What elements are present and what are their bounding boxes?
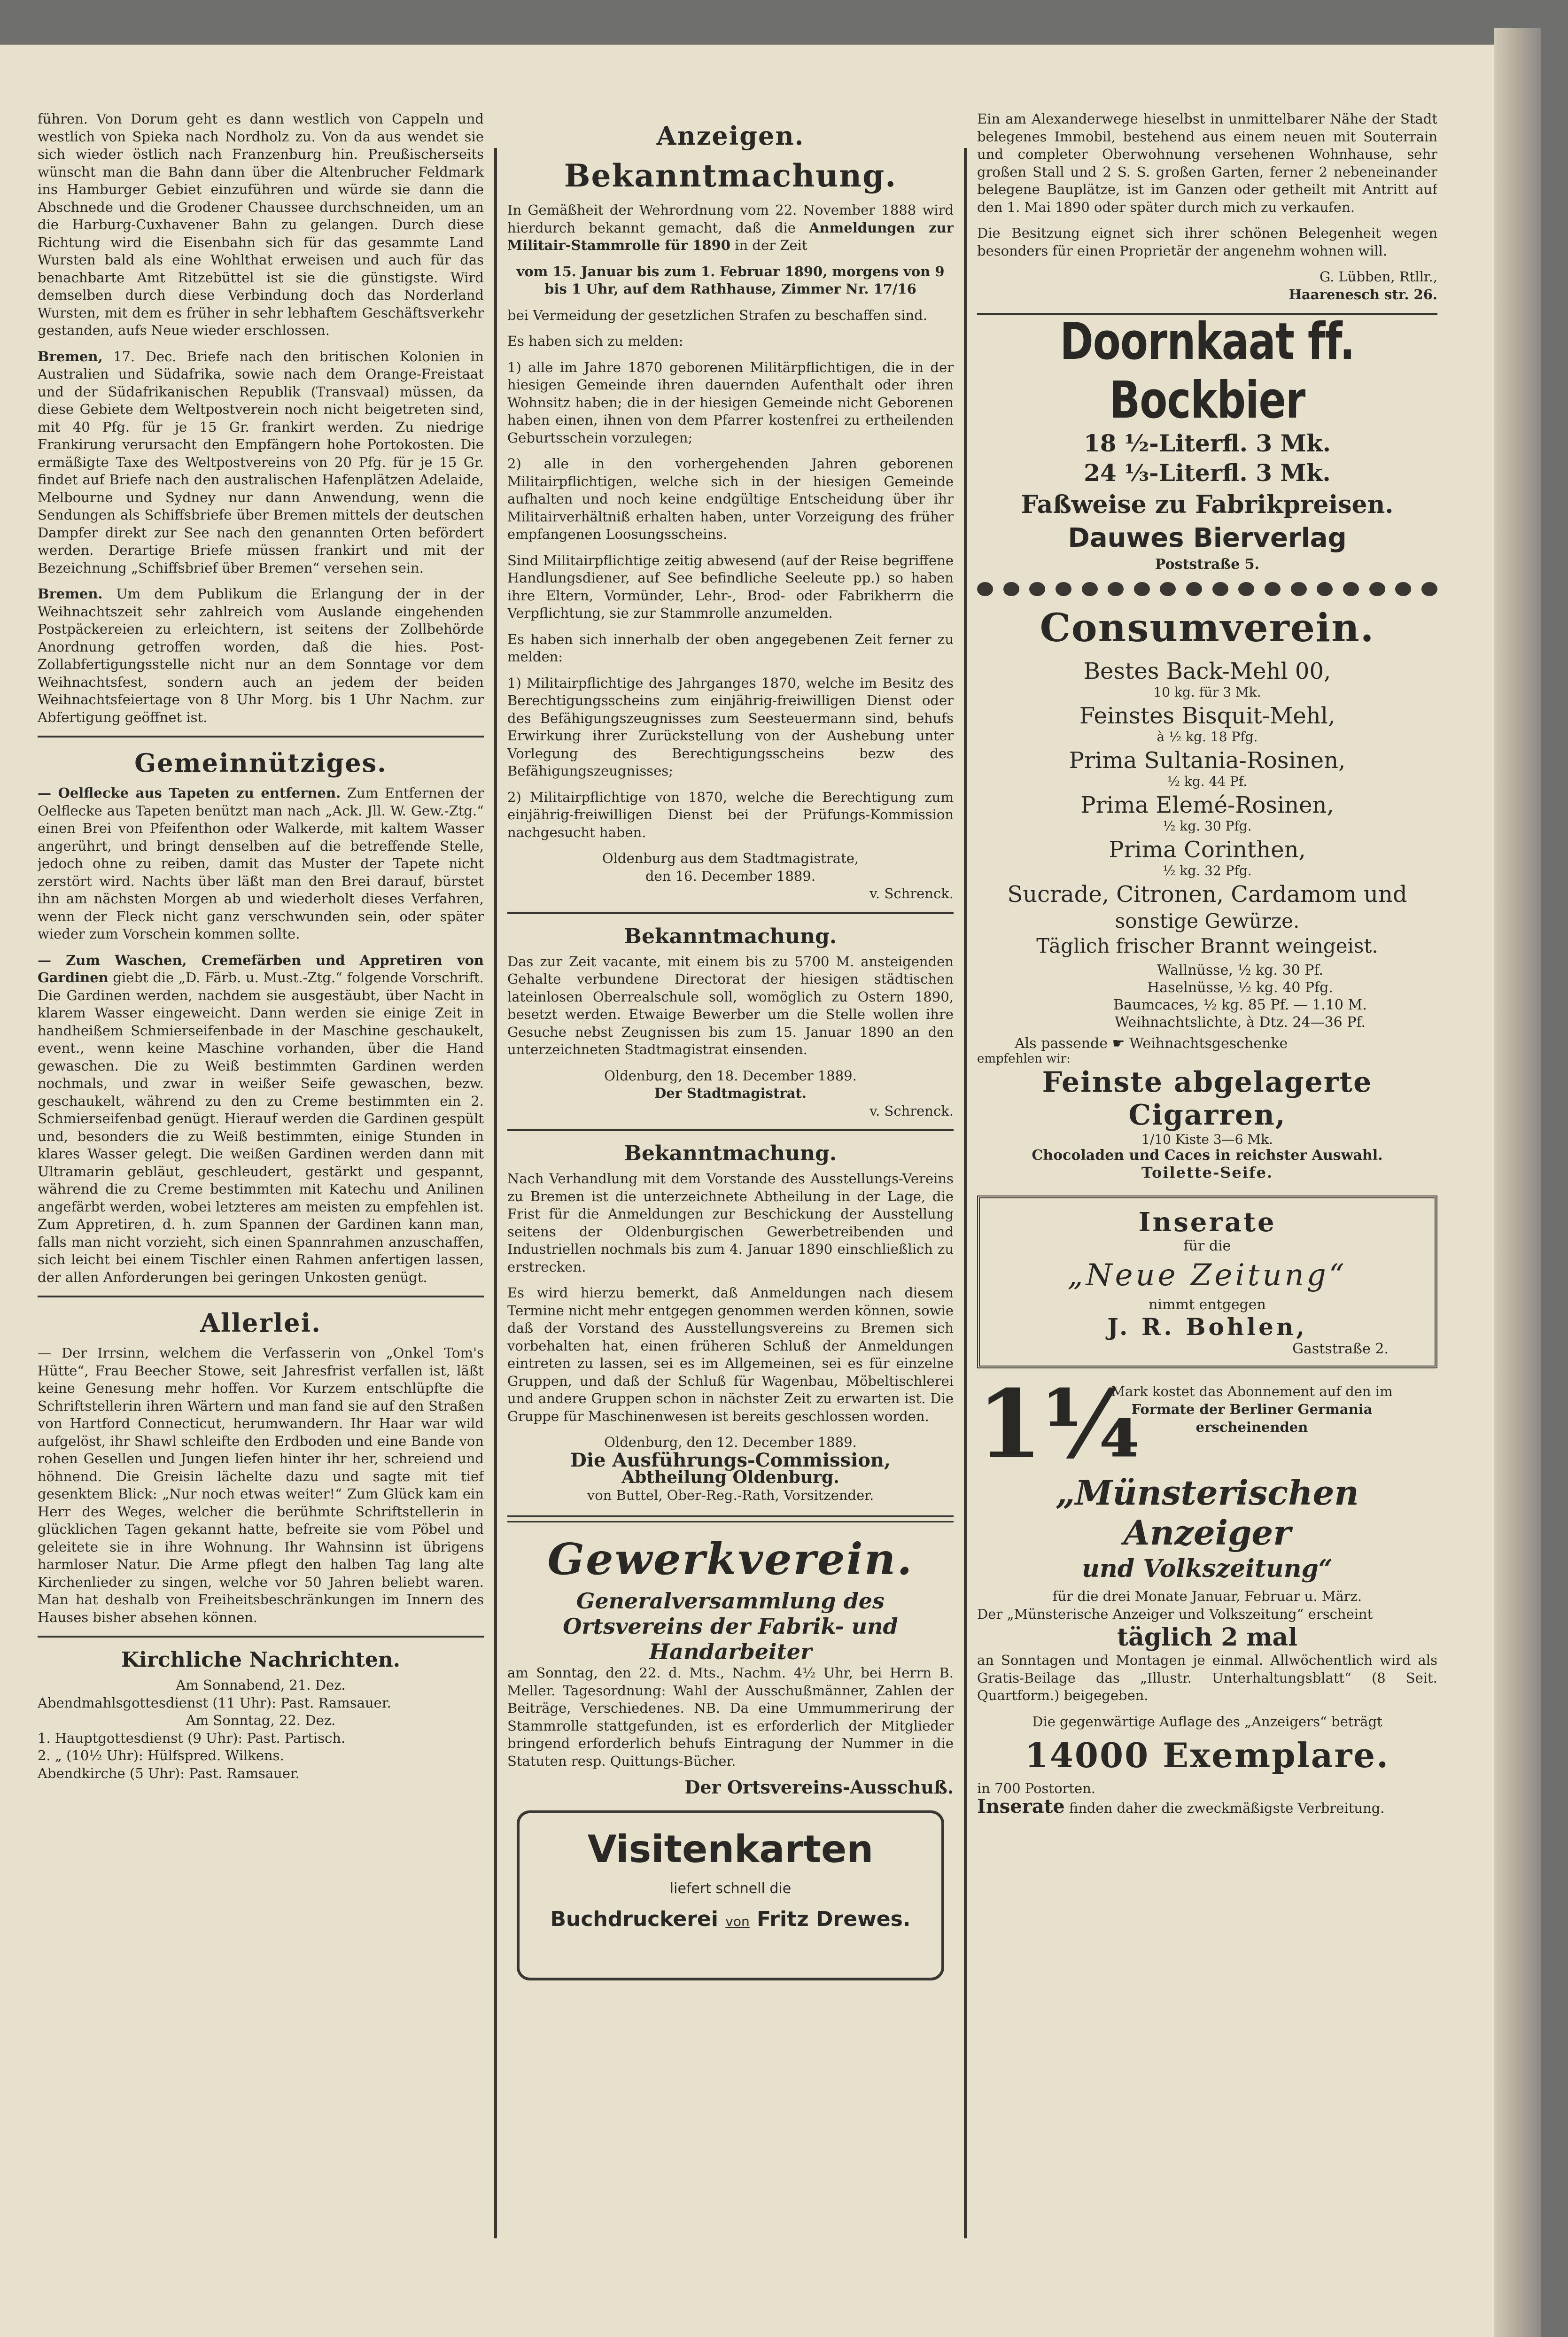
notice-signature: Oldenburg, den 12. December 1889. — [604, 1434, 857, 1450]
ad-price-large: 1¼ — [977, 1369, 1141, 1480]
section-heading-gemeinnuetziges: Gemeinnütziges. — [134, 748, 387, 778]
ad-text: Formate der Berliner Germania — [1131, 1401, 1373, 1417]
ad-inserate-neue-zeitung — [977, 1196, 1437, 1368]
page-edge — [1494, 28, 1541, 2337]
notice-text: Das zur Zeit vacante, mit einem bis zu 5700 M. ansteigenden Gehalte verbundene Directorat der hiesigen städtischen lateinlosen Oberrealschule soll, womöglich zu Ostern 1890, besetzt werden. Etwaige Bewerber um die Stelle wollen ihre Gesuche nebst Zeugnissen bis zum 15. Januar 1890 an den unterzeichneten Stadtmagistrat einsenden. — [507, 953, 954, 1057]
price-line: Weihnachtslichte, à Dtz. 24—36 Pf. — [1114, 1014, 1366, 1031]
ad-lead: Inserate — [977, 1795, 1065, 1817]
ad-slogan: Faßweise zu Fabrikpreisen. — [1021, 490, 1394, 519]
ornament-dot — [1082, 582, 1098, 596]
product-name: Prima Elemé-Rosinen, — [1080, 792, 1334, 818]
notice-signature — [507, 1085, 954, 1103]
ad-cigarren: Feinste abgelagerte Cigarren, — [1042, 1066, 1373, 1132]
church-schedule — [38, 1677, 484, 1782]
article-oelflecke — [38, 784, 484, 943]
ad-von: von — [725, 1913, 750, 1929]
notice-emphasis: Der Stadtmagistrat. — [654, 1085, 807, 1101]
divider — [38, 1636, 484, 1638]
schedule-line: Am Sonntag, 22. Dez. — [186, 1712, 336, 1728]
ad-vendor: J. R. Bohlen, — [1107, 1313, 1307, 1341]
ornament-dot — [1186, 582, 1202, 596]
ad-visitenkarten — [517, 1810, 944, 1980]
notice-signature: von Buttel, Ober-Reg.-Rath, Vorsitzender. — [587, 1487, 874, 1503]
notice-text-part: In Gemäßheit der Wehrordnung vom 22. November 1888 wird hierdurch bekannt gemacht, daß die — [507, 202, 954, 236]
divider — [507, 1515, 954, 1522]
notice-text: Es haben sich zu melden: — [507, 333, 683, 349]
schedule-line: Abendmahlsgottesdienst (11 Uhr): Past. Ramsauer. — [38, 1694, 391, 1711]
ornament-dot — [1395, 582, 1411, 596]
notice-text: Sind Militairpflichtige zeitig abwesend (auf der Reise begriffene Handlungsdiener, auf See befindliche Seeleute pp.) so haben ihre Eltern, Vormünder, Lehr-, Brod- oder Fabrikherrn die Verpflichtung, sie zur Stammrolle anzumelden. — [507, 552, 954, 621]
ad-immobil-text: Ein am Alexanderwege hieselbst in unmittelbarer Nähe der Stadt belegenes Immobil, bestehend aus einem neuen mit Souterrain und completer Oberwohnung versehenen Wohnhause, sehr großen Stall und 2 S. S. großen Garten, ferner 2 nebeneinander belegene Bauplätze, ist im Ganzen oder getheilt mit Antritt auf den 1. Mai 1890 oder später durch mich zu verkaufen. — [977, 111, 1437, 215]
ad-text-block — [1066, 1382, 1437, 1436]
ad-text: nimmt entgegen — [1149, 1297, 1266, 1313]
notice-text: bei Vermeidung der gesetzlichen Strafen zu beschaffen sind. — [507, 307, 927, 323]
divider — [38, 1296, 484, 1297]
ad-text: Mark kostet das Abonnement auf den im — [1111, 1383, 1393, 1399]
ad-newspaper-name: „Münsterischen Anzeiger — [1056, 1473, 1359, 1553]
column-rule — [494, 148, 497, 2238]
article-text: Um dem Publikum die Erlangung der in der Weihnachtszeit sehr zahlreich vom Auslande eingehenden Postpäckereien zu erleichtern, ist seitens der Zollbehörde Anordnung getroffen worden, daß die hies. Post-Zollabfertigungsstelle nicht nur an dem Sonntage vor dem Weihnachtsfest, sondern auch an jedem der beiden Weihnachtsfeiertage von 8 Uhr Morg. bis 1 Uhr Nachm. zur Abfertigung geöffnet ist. — [38, 586, 484, 725]
schedule-line: Am Sonnabend, 21. Dez. — [176, 1677, 346, 1693]
dateline: Bremen, — [38, 348, 103, 365]
ad-text: erscheinenden — [1195, 1419, 1308, 1435]
column-left — [38, 110, 484, 2252]
column-right — [977, 110, 1437, 2252]
divider — [38, 736, 484, 738]
ornament-dots — [977, 582, 1437, 596]
ad-title: Visitenkarten — [587, 1827, 874, 1871]
section-heading-anzeigen: Anzeigen. — [656, 121, 805, 151]
ad-text — [977, 1795, 1437, 1817]
column-rule — [964, 148, 967, 2238]
ornament-dot — [1421, 582, 1437, 596]
ad-immobil-text: Die Besitzung eignet sich ihrer schönen Belegenheit wegen besonders für einen Proprietär der angenehm wohnen will. — [977, 225, 1437, 259]
notice-text: Es haben sich innerhalb der oben angegebenen Zeit ferner zu melden: — [507, 631, 954, 665]
price-line: Baumcaces, ½ kg. 85 Pf. — 1.10 M. — [1113, 997, 1367, 1013]
dateline: Bremen. — [38, 586, 103, 602]
ornament-dot — [1369, 582, 1385, 596]
product-name: Sucrade, Citronen, Cardamom und — [1007, 881, 1407, 908]
ad-muensterischer-anzeiger — [977, 1369, 1437, 1480]
section-heading-allerlei: Allerlei. — [200, 1308, 321, 1338]
ad-text: Die gegenwärtige Auflage des „Anzeigers“ beträgt — [1032, 1713, 1382, 1730]
product-price: 10 kg. für 3 Mk. — [1153, 684, 1261, 700]
ornament-dot — [1265, 582, 1281, 596]
product-name: Bestes Back-Mehl 00, — [1083, 658, 1331, 684]
divider — [507, 1129, 954, 1131]
notice-heading: Bekanntmachung. — [624, 924, 837, 948]
notice-text: 1) Militairpflichtige des Jahrganges 1870, welche im Besitz des Berechtigungsscheins zum einjährig-freiwilligen Dienst oder des Befähigungszeugnisses zum Seesteuermann sind, behufs Erwirkung ihrer Zurückstellung von der Aushebung unter Vorlegung des Berechtigungsscheins bezw des Befähigungszeugnisses; — [507, 675, 954, 779]
ornament-dot — [1343, 582, 1359, 596]
notice-text: 2) Militairpflichtige von 1870, welche die Berechtigung zum einjährig-freiwilligen Dienst bei der Prüfungs-Kommission nachgesucht haben. — [507, 789, 954, 840]
product-price: à ½ kg. 18 Pfg. — [1157, 729, 1258, 745]
article-bremen-customs — [38, 585, 484, 726]
product-name: Täglich frischer Brannt weingeist. — [1036, 934, 1378, 957]
notice-emphasis: vom 15. Januar bis zum 1. Februar 1890, morgens von 9 bis 1 Uhr, auf dem Rathhause, Zimmer Nr. 17/16 — [516, 263, 945, 297]
ad-title: Inserate — [1138, 1207, 1276, 1238]
section-heading-kirchliche: Kirchliche Nachrichten. — [121, 1648, 401, 1672]
product-name: Prima Sultania-Rosinen, — [1069, 747, 1346, 774]
ad-owner: Fritz Drewes. — [757, 1907, 911, 1931]
ad-immobil-address: Haarenesch str. 26. — [1289, 286, 1437, 303]
notice-heading: Bekanntmachung. — [624, 1141, 837, 1165]
notice-text: 2) alle in den vorhergehenden Jahren geborenen Militairpflichtigen, welche sich in der hiesigen Gemeinde aufhalten und noch keine endgültige Entscheidung über ihr Militairverhältniß erhalten haben, unter Vorzeigung des früher empfangenen Loosungsscheins. — [507, 456, 954, 542]
ad-text: empfehlen wir: — [977, 1052, 1071, 1066]
ad-text: für die — [1183, 1238, 1231, 1254]
ad-text: Der „Münsterische Anzeiger und Volkszeitung“ erscheint — [977, 1606, 1373, 1622]
product-price: ½ kg. 32 Pfg. — [1163, 863, 1252, 878]
nut-prices — [1043, 962, 1437, 1031]
ad-gewerkverein-signature: Der Ortsvereins-Ausschuß. — [684, 1777, 954, 1798]
ad-text: an Sonntagen und Montagen je einmal. Allwöchentlich wird als Gratis-Beilage das „Illustr. Unterhaltungsblatt“ (8 Seit. Quartform.) beigegeben. — [977, 1652, 1437, 1703]
ornament-dot — [1212, 582, 1228, 596]
notice-signature: v. Schrenck. — [869, 885, 954, 901]
product-name: Feinstes Bisquit-Mehl, — [1079, 703, 1335, 729]
notice-date-place — [507, 263, 954, 298]
notice-signature: Oldenburg, den 18. December 1889. — [604, 1067, 857, 1084]
column-middle — [507, 110, 954, 2252]
ornament-dot — [977, 582, 993, 596]
divider — [507, 912, 954, 914]
article-beecher-stowe: — Der Irrsinn, welchem die Verfasserin von „Onkel Tom's Hütte“, Frau Beecher Stowe, seit Jahresfrist verfallen ist, läßt keine Genesung mehr hoffen. Vor Kurzem entschlüpfte die Schriftstellerin ihren Wärtern und man fand sie auf den Straßen von Hartford Connecticut, herumwandern. Ihr Haar war wild aufgelöst, ihr Shawl schleifte den Erdboden und eine Bande von rohen Gesellen und Jungen liefen hinter ihr her, schreiend und höhnend. Die Greisin lächelte dazu und sagte mit tief gesenktem Blick: „Nur noch etwas weiter!“ Zum Glück kam ein Herr des Weges, welcher die berühmte Schriftstellerin in glücklichen Tagen gekannt hatte, befreite sie vom Pöbel und geleitete sie in ihre Wohnung. Ihr Wahnsinn ist übrigens harmloser Natur. Die Arme pflegt den halben Tag lang alte Kirchenlieder zu singen, welche vor 50 Jahren beliebt waren. Man hat deshalb von Freiheitsbeschränkungen im Innern des Hauses bisher absehen können. — [38, 1345, 484, 1625]
product-name: sonstige Gewürze. — [1115, 909, 1300, 932]
ad-frequency: täglich 2 mal — [1117, 1623, 1297, 1652]
article-lead: — Oelflecke aus Tapeten zu entfernen. — [38, 785, 341, 801]
newspaper-page — [0, 45, 1494, 2337]
notice-text — [507, 202, 954, 255]
price-line: Haselnüsse, ½ kg. 40 Pfg. — [1147, 979, 1333, 996]
ornament-dot — [1056, 582, 1071, 596]
notice-text: 1) alle im Jahre 1870 geborenen Militärpflichtigen, die in der hiesigen Gemeinde ihren dauernden Aufenthalt oder ihren Wohnsitz haben; die in der hiesigen Gemeinde nicht Geborenen haben einen, ihnen von dem Pfarrer kostenfrei zu ertheilenden Geburtsschein vorzulegen; — [507, 359, 954, 446]
product-price: ½ kg. 30 Pfg. — [1163, 818, 1252, 834]
notice-text-part: in der Zeit — [735, 237, 807, 253]
price-line: Wallnüsse, ½ kg. 30 Pf. — [1157, 962, 1324, 978]
ad-address: Gaststraße 2. — [1292, 1341, 1389, 1357]
ad-subtitle: liefert schnell die — [669, 1880, 792, 1897]
ornament-dot — [1160, 582, 1176, 596]
ornament-dot — [1029, 582, 1045, 596]
notice-text: Nach Verhandlung mit dem Vorstande des Ausstellungs-Vereins zu Bremen ist die unterzeichnete Abtheilung in der Lage, die Frist für die Anmeldungen zur Beschickung der Ausstellung seitens der Oldenburgischen Gewerbetreibenden und Industriellen nochmals bis zum 4. Januar 1890 einschließlich zu erstrecken. — [507, 1171, 954, 1275]
notice-signature: Abtheilung Oldenburg. — [621, 1467, 839, 1487]
notice-heading: Bekanntmachung. — [564, 157, 897, 194]
ad-printer — [529, 1907, 932, 1931]
price-line: 24 ⅓-Literfl. 3 Mk. — [1084, 459, 1331, 487]
ornament-dot — [1238, 582, 1254, 596]
notice-emphasis: Anmeldungen zur Militair-Stammrolle für 1890 — [507, 219, 954, 253]
ornament-dot — [1108, 582, 1124, 596]
notice-text: Es wird hierzu bemerkt, daß Anmeldungen nach diesem Termine nicht mehr entgegen genommen werden können, sowie daß der Vorstand des Ausstellungsvereins zu Bremen sich vorbehalten hat, einen früheren Schluß der Anmeldungen eintreten zu lassen, sei es im Allgemeinen, sei es für einzelne Gruppen, und daß der Schluß für Wagenbau, Möbeltischlerei und andere Gruppen schon in nächster Zeit zu erwarten ist. Die Gruppe für Maschinenwesen ist bereits geschlossen worden. — [507, 1285, 954, 1424]
notice-signature: v. Schrenck. — [869, 1103, 954, 1119]
notice-signature: Die Ausführungs-Commission, — [570, 1449, 891, 1471]
price-line: 1/10 Kiste 3—6 Mk. — [1141, 1132, 1273, 1147]
ornament-dot — [1291, 582, 1307, 596]
ad-doornkaat — [977, 312, 1437, 573]
article-lead: — Zum Waschen, Cremefärben und Appretiren von Gardinen — [38, 952, 484, 986]
article-bremen-postal — [38, 348, 484, 577]
article-text: Zum Entfernen der Oelflecke aus Tapeten benützt man nach „Ack. Jll. W. Gew.-Ztg.“ einen Brei von Pfeifenthon oder Walkerde, mit kaltem Wasser angerührt, und bringt denselben auf die betreffende Stelle, jedoch ohne zu reiben, damit das Muster der Tapete nicht zerstört wird. Nachts über läßt man den Brei darauf, bürstet ihn am nächsten Morgen ab und wiederholt dieses Verfahren, wenn der Fleck nicht ganz verschwunden sein, oder später wieder zum Vorschein kommen sollte. — [38, 785, 484, 942]
ad-newspaper-name: „Neue Zeitung“ — [1067, 1258, 1347, 1293]
ad-gewerkverein-title: Gewerkverein. — [547, 1534, 914, 1584]
schedule-line: 1. Hauptgottesdienst (9 Uhr): Past. Partisch. — [38, 1730, 346, 1746]
ad-title: Consumverein. — [1040, 606, 1375, 651]
notice-signature: den 16. December 1889. — [645, 868, 816, 884]
ad-newspaper-name: und Volkszeitung“ — [1082, 1554, 1333, 1583]
ad-text: in 700 Postorten. — [977, 1780, 1096, 1796]
ad-address: Poststraße 5. — [1155, 556, 1260, 573]
ad-printer-name: Buchdruckerei — [550, 1907, 718, 1931]
ad-title: Doornkaat ff. Bockbier — [1060, 312, 1355, 430]
ad-text: Chocoladen und Caces in reichster Auswahl. — [1032, 1147, 1383, 1164]
article-gardinen — [38, 952, 484, 1287]
product-name: Prima Corinthen, — [1109, 837, 1306, 863]
price-line: 18 ½-Literfl. 3 Mk. — [1083, 429, 1331, 457]
ornament-dot — [1003, 582, 1019, 596]
product-price: ½ kg. 44 Pf. — [1167, 774, 1248, 789]
ad-generalversammlung: Generalversammlung des Ortsvereins der Fabrik- und Handarbeiter — [563, 1588, 898, 1664]
article-text: 17. Dec. Briefe nach den britischen Kolonien in Australien und Südafrika, sowie nach dem Orange-Freistaat und der Südafrikanischen Republik (Transvaal) müssen, da diese Gebiete dem Weltpostverein noch nicht beigetreten sind, mit 40 Pfg. für je 15 Gr. frankirt werden. Zu niedrige Frankirung verursacht den Empfängern hohe Portokosten. Die ermäßigte Taxe des Weltpostvereins von 20 Pfg. für je 15 Gr. findet auf Briefe nach den australischen Hafenplätzen Adelaide, Melbourne und Sydney nur dann Anwendung, wenn die Sendungen als Schiffsbriefe über Bremen mittels der deutschen Dampfer direkt zur See nach den genannten Orten befördert werden. Derartige Briefe müssen frankirt und mit der Bezeichnung „Schiffsbrief über Bremen“ versehen sein. — [38, 348, 484, 576]
ornament-dot — [1134, 582, 1150, 596]
ad-vendor: Dauwes Bierverlag — [1068, 523, 1347, 553]
article-cuxhaven-railway: führen. Von Dorum geht es dann westlich von Cappeln und westlich von Spieka nach Nordholz zu. Von da aus wendet sie sich wieder östlich nach Franzenburg hin. Preußischerseits wünscht man die Bahn dann über die Altenbrucher Feldmark ins Hamburger Gebiet einzuführen und würde sie dann die Abschnede und die Grodener Chaussee durchschneiden, um an die Harburg-Cuxhavener Bahn zu gelangen. Durch diese Richtung wird die Eisenbahn sich für das gesammte Land Wursten bald als eine Wohlthat erweisen und auch für das benachbarte Amt Ritzebüttel ist sie die günstigste. Wird demselben durch diese Verbindung doch das Norderland Wursten, mit dem es früher in sehr lebhaftem Geschäftsverkehr gestanden, aufs Neue wieder erschlossen. — [38, 111, 484, 338]
notice-signature: Oldenburg aus dem Stadtmagistrate, — [602, 850, 859, 866]
ad-consumverein — [977, 606, 1437, 1181]
ornament-dot — [1317, 582, 1333, 596]
schedule-line: 2. „ (10½ Uhr): Hülfspred. Wilkens. — [38, 1747, 284, 1763]
ad-text-part: finden daher die zweckmäßigste Verbreitung. — [1064, 1800, 1385, 1816]
ad-gewerkverein-text: am Sonntag, den 22. d. Mts., Nachm. 4½ Uhr, bei Herrn B. Meller. Tagesordnung: Wahl der Ausschußmänner, Zahlen der Beiträge, Verschiedenes. NB. Da eine Ummummerirung der Stammrolle stattgefunden, ist es erforderlich der Mitglieder bringend erforderlich behufs Eintragung der Nummer in die Statuten resp. Quittungs-Bücher. — [507, 1665, 954, 1769]
article-text: giebt die „D. Färb. u. Must.-Ztg.“ folgende Vorschrift. Die Gardinen werden, nachdem sie ausgestäubt, über Nacht in klarem Wasser eingeweicht. Dann werden sie einige Zeit in handheißem Schmierseifenbade in der Maschine geschaukelt, event., wenn keine Maschine vorhanden, über die Hand gewaschen. Die zu Weiß bestimmten Gardinen werden nochmals, und zwar in weißer Seife gewaschen, bezw. geschaukelt, während zu den zu Creme bestimmten ein 2. Schmierseifenbad genügt. Hierauf werden die Gardinen gespült und, besonders die zu Weiß bestimmten, einige Stunden in klares Wasser gelegt. Die weißen Gardinen werden dann mit Ultramarin gebläut, geschleudert, gestärkt und gespannt, während die zu Creme bestimmten mit Katechu und Anilinen angefärbt werden, wobei letzteres am meisten zu empfehlen ist. Zum Appretiren, d. h. zum Spannen der Gardinen kann man, falls man nicht vorzieht, sich einen Spannrahmen anzuschaffen, sich leicht bei einem Tischler einen Rahmen anfertigen lassen, der allen Anforderungen bei geringen Unkosten genügt. — [38, 970, 484, 1285]
ad-circulation: 14000 Exemplare. — [1025, 1735, 1390, 1775]
schedule-line: Abendkirche (5 Uhr): Past. Ramsauer. — [38, 1765, 300, 1781]
ad-text: für die drei Monate Januar, Februar u. März. — [1052, 1588, 1362, 1604]
ad-text: Toilette-Seife. — [1141, 1164, 1273, 1181]
ad-text: Als passende ☛ Weihnachtsgeschenke — [1015, 1035, 1288, 1052]
ad-immobil-signature: G. Lübben, Rtllr., — [1319, 269, 1437, 285]
